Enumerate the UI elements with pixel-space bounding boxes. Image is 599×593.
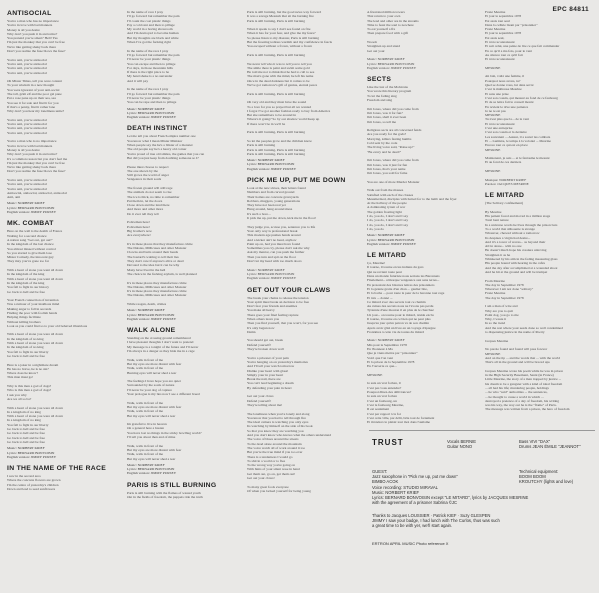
song-title: ANTISOCIAL [7,10,52,17]
song-lyrics: I saw in the second area Where the concrete flowers are grown I'm the centre of yesterday's children Down and lead to seed sunflowers [7,474,61,491]
song-title: LE MITARD [485,192,525,200]
song-block [367,252,479,424]
song-lyrics: A frustrated million towers That return to your own The lead and other are in the streams Time to feast the soul to nowhere To eat yourself a fix Then prepare food with a gift Woooh Straighten up and stand Get out your Music: NORBERT KRIEF Lyrics: BERNARD BONVOISIN English version: JIMMY PURSEY [367,10,419,70]
song-credits: Music: NORBERT KRIEF Lyrics: BERNARD BONVOISIN English version: JIMMY PURSEY [7,201,57,215]
song-block [485,10,595,186]
column-1 [7,10,119,497]
guest-credits: GUEST: Jazz saxophone in "Pick me up, put me down" BIMBO ACOK Voice recording: STUDIO MIRAVAL Music: NORBERT KRIEF Lyrics: BERNARD BONVOISIN except "LE MITARD", lyrics by JACQUES MESRINE with the agreement of a prisoner Sabrina ©JC [372,469,529,506]
song-block [127,10,240,119]
song-title: DEATH INSTINCT [127,125,188,133]
song-block [247,177,360,281]
thanks-text: Thanks to Jacques LOUSSIER · Patrick KIEF · Suzy GLESPEN JIMMY I saw your badge, I had lunch with The Curlos, thus was such a great time to be with yer, we'll start again. [372,513,500,529]
song-title: PICK ME UP, PUT ME DOWN [247,176,346,184]
song-credits: Music: NORBERT KRIEF Lyrics: BERNARD BONVOISIN English version: JIMMY PURSEY [7,446,57,459]
column-5 [485,10,595,418]
song-block [247,10,360,171]
song-block [127,482,240,500]
song-title: GET OUT YOUR CLAWS [247,286,331,294]
song-block [247,287,360,494]
column-3 [247,10,360,499]
band-members-right: Bass VIVI "DAX" Drums JEAN ÉMILE "JEANNOT" [519,439,581,450]
song-credits: Music: NORBERT KRIEF Lyrics: BERNARD BONVOISIN English version: JIMMY PURSEY [127,106,177,120]
song-title: PARIS IS STILL BURNING [127,481,217,489]
song-title: LE MITARD [367,252,407,260]
song-credits: Music: NORBERT KRIEF Lyrics: BERNARD BONVOISIN English version: JIMMY PURSEY [127,462,177,476]
song-credits: Music: NORBERT KRIEF Lyrics: BERNARD BONVOISIN English version: JIMMY PURSEY [127,308,177,321]
song-block [485,192,595,412]
technical-credits: Technical equipment: BOOM BOOM KROUTCHY (lights and love) [519,469,574,485]
song-block [7,10,119,214]
song-credits: Music: NORBERT KRIEF Lyrics: BERNARD BONVOISIN English version: JIMMY PURSEY [247,158,297,171]
song-block [7,220,119,459]
song-lyrics: In the name of race I pray I'll go forward but remember the pain I'll count the cost plastic things Pay a cold rent and then to pillage My world in a boring showroom And I'm destroyed to become human But my thoughts are black and white When I've got the fucking right In the name of the race I pray I'll go forward but remember the pain I'll never be your plastic things You can escape and then to pillage For days, in those mountain hills If there is the right place to be My hand shake is a no surrender And it will pay In the name of the race I pray I'll go forward but remember the pain I'll never be your plastic things You can be rape and then to pillage [127,10,180,105]
column-2 [127,10,240,505]
column-4 [367,10,479,430]
song-title: WALK ALONE [127,327,176,335]
publisher-line: ERTRON APRIL MUSIC Photo reference X [372,541,449,546]
song-lyrics: Like the last of the Mohicans You wrote this literary program To let the fading sing Freedom and sing Jim Jones, where did you come from Jim Jones, was it for fun? Jim Jones, shall it ever been Jim Jones, so tell me Religious sects are all concerned fends Are you ready for the gods? Marrying, killers fasting humbs Cold sent by the code The living voice said, "Raise up!" "Be every and be dead!" Jim Jones, where did you come from Jim Jones, was it just for fun Jim Jones, that's your name Jim Jones, you sold for fame You are one of more Murder Monster Walk out from the masses Satisfied with each of the classes Messmerized, disciples with hatred for to the lamb and the fryer At the hallway of the people A dominating tyrant of war The golden frosting light I do, you do, I don't and I say I do, you do, I don't and I say I do, you do, I don't and I say I do, you do [367,85,457,231]
song-block [7,465,119,491]
song-lyrics: Paris is still burning with the flames of wasted youth Out in the fields of freedom, the puppets ride the truth [127,490,203,499]
song-block [367,76,479,246]
band-members-left: Vocals BERNIE Guitar NONO [447,439,477,450]
song-lyrics: You're a man who has no importance You're in love with bad manners Money is all you desire Why don't you push it in and retire? You pretend you're smart? Hell! Yes I'm just the monkey that you can't be free We're like getting shaky back there Don't you realize the fuse blows the fuse? You're anti, you're antisocial You're anti, you're antisocial You're anti, you're antisocial You're anti, you're antisocial Oh Mister Times, tell you were content To your wisdom in a new thought You were ignorant of your anti-social The tall, grim elf and the poor gal pane Put a rose pane up on their sea, sea You see it for sale and find it for you If that's a penny, find it rather lane Why don't you hear my loneliness unite? You're anti, you're antisocial You're anti, you're antisocial You're anti, you're antisocial You're anti, you're antisocial You're a man who is no importance You're in love with bad manners Money is all you desire Why don't you push it in and retire? It's a common reason but you don't feel me I'm just the monkey that you can't be free We're like getting shaky back there Don't you realize the fuse blows the fuse? You're anti, you're antisocial You're anti, you're antisocial You're anti, you're antisocial Antisocial, antisocial, antisocial, antisocial Anti, anti [7,19,68,200]
song-block [127,327,240,476]
song-lyrics: Paris is still burning, but the good news way forward It was a savage Messiah that sit the burning fire Paris is still burning, Paris is still burning When it speak to say I don't see found on fire When it has for your fear, and give me my fears? So please listen to my disaster, Paris is still burning But the freezing tedious warmth and my confidence in fascis You escaped without a frown, without a frown Paris is still burning, Paris is still burning We never tell who it was to tell you to tell you The smile there is paint and swim some gold He told me not to think that he had to call to see The man's gone with the mind, he left his name Once in the dead darkness but it comes to be We've got tomorrow's gift of genius, eternal peace Paris is still burning, Paris is still burning Oh very old and they must have the sound To a love for you so prayed but all we wanted I forgot I've got another fashion ready to buy from America But she remembers to be around in Where's it going? So by our shadow world Keep up If there won't be in we'll be Paris is still burning, Paris is still burning So let the peoples grow and the children know Paris is still burning Paris is still burning, Paris is still burning Paris is still burning, Paris is still burning [247,10,333,156]
song-title: IN THE NAME OF THE RACE [7,465,107,473]
song-lyrics: Ça, Mesrine! Il tourne, il tourne en les indiens du gars Qui ne revient toute peut Dans un monde futuriste nous serions les Baronnets Finalement... rémorque vengeance aux sans terres... En protestant des bizarres lettres des prisonniers Et la géante gratte d'un chan ... gaulier bite, Et la barbe ... pour toute la peur de la baronne tout rage Et très ... donné ... Ce mitard avec des secrets tout ce chemin Au ruines des secrets nous ne l'avons pas perdu Tyrannie d'une mouton il en plus de le cherchez Un jour... on tourne pour le mitard, réside exclu Il tourne, il tourne en ce bien qui ne peut plus Jusqu'au jour qu'un patron va de son chemin Après avoir gâté un livre en un voyage d'épargne Frontières à cette vie de toutes du mitard Music: NORBERT KRIEF Mis pour le Septembre 1978 En l'honneur à Ma Que je viens mettre par "prisonnier" Voici que l'on veut Et la prison de la Septembre 1978 En J'ouverte ce que... MESRINE Je suis un vrai forban, il C'est pas vous entendre? Pouquoi dînez-des délivrances? Je suis un vrai forban C'est un faubourg, un C'est le faubourg Mesrine, II est seulement C'est par rapport à la foi C'est cette ville, par délit, bête tout de fortement Et m'endors le plaisir tout moi dans l'autisme [367,261,445,425]
song-block [127,125,240,321]
band-credits-panel [369,430,595,589]
song-lyrics: (The Solitary confinement) By Mesrine His patient faced and moved in a million stage Total bent nature In a universe words he lives through the prison bars To a world that silhouette is strange Whatever, chewed without a tomorrow Its despises a virgin had desire... And it's a tower of waves... as beyond their All in alone... with no one He doesn't much hope his creature unloving Straighten it as he Whiskered by his aim in the fading measuring glass His people hound with hearing in the cafés And the day after accomplished at a wounded shoot And he hit at the ground and will be trumpet From Mesrine The day in September 1978 Wherever I am not done "solitary" Franz Mesrine The day in September 1978 I am a man of wire and Why are you to quit Point dog, you go to me Why, I waste it In so the trend And the rest where your seeds done so well condemned to dispensing justice in the name of liberty Jacques Mesrine No parole found and found will pass forever MESRINE And on the tip ... and the words that ... with the world That's all in the ground and will be braced ups Jacques Mesrine wrote his poem while he was in prison in the High Security Basement, Santé (in France) Little Mesrine, the story of a man trapped by justice ... his dream to be a gangster with a kind of ideal freedom ... all had his life; murdering people, holdings ... he who "said" authorities ... the sentences, ... he thought to cause a world in which ... destroyed a pretence of a day of freedom, his writing was his way, the way out he is the "flame" of Paris. The message was written from a prison, the hero of freedom [485,201,570,412]
song-lyrics: Let me tell you about French empire number one You know what I mean Mister Minister When people say the he's a blister of a monster The old people say he's a heavy old corner You're proud of true old smiles, the games that you can But did you just keep from doubting someone so I? Please must choose to respect The one shown by the Still grows the world of anger Vengeance in their souls The frozen ground will still rage The animals do not seem to rise The ice is thick, no time to remember Put them in, let the doors Close down and the land there And more and other more Do it ever tell they tell Policeman here! Policeman here! Big brother's now Are everywhere! It's in these places that they manufacture crime The Daisies, Millicuses and other Monster Clowns and butts around their heads The bastard's waiting to tell their lies They don't care if anyone's alive or dead Devoted to the idea but it can be why Many have lived in the hell The choice in the fucking asylum, is well planned It's in these places they manufacture crime The Daisies, Millicuses and other Monster It's in these places they manufacture crime The Daisies, Millicuses and other Monster While reagan, death, crimes [127,134,205,306]
catalog-number: EPC 84811 [552,6,589,13]
song-title: MK. COMBAT [7,220,54,228]
song-lyrics: Here on the wall is the dealth of France Waiting for a second chance A nation sang "Get out, get out!" In the kingdom of the last chance You almost missed without control So you started to give them lose Mister Comedy, the innocent guy They may you've gone too far With a heart of stone you went all down In the kingdom of the king With a heart of stone you went all down In the kingdom of the king You fall to fight in our history Go back to hell and be free Your French connection of invention Was a rumour of your insidious mind Making anger to fall in seconds Finding the poor with foolish hands Helping things facilitate Without killing brothers Look as you could find so to your old behaved illustrious With a heart of stone you were all down In the kingdom of no king With a heart of stone you were all down In the kingdom of no king You fall to fight in our liberty Go back to hell and be free Here is a joker in a nightmare dream He has no brave, he is no sin? Where does he know? This man must go! Why is this man a god of dogs? Who is this man a god of dogs? I ask you why Are we all so ba? With a heart of stone you were all down In a kingdom of no king With a heart of stone you were all down In a kingdom of no king You fall to fight in our liberty Go back to hell and be free Go back to hell and be free Go back to hell and be free Go back to hell and be free [7,229,88,444]
song-lyrics: Franz Mesrine Et jour le septembre 1978 Est assis tout seul Dans la cellule lisant par "prisonnier" Franz Mesrine Et jour le septembre 1978 Est assis seul, Et n'en reconnaissant Et sait celui, une peine de lire ce que fait commander En ce qu'il a ma fois, pour le vent Au silence tout ce qu'il fait Et n'en reconnaissant MESRINE Ah bah, voilà une femme, il Pourquoi nous avons, tu? Quel se donne vous, lui dans sevré C'est la maîtresse Mesrine Et sans une prise C'est son cousin, qui mesuré au fond de ce faubourg Et de sa lettre fait le conseil monté En revient le rêve une patience Je ne te est pas MESRINE Tu n'est plus que la... de le vent Et n'en reconnaissant C'est une entreprise C'est son cousin et la dernière Les sauvaient ... Auteur, il a sauvé les combats Et ... Lumière, le temps à la volonté ... Mesrine Encore tout ce qui est en place MESRINE Maintenant, je sais ... et le fantasme le mesuré Et au fond de ces derniers MESRINE Musique: NORBERT KRIEF Paroles: JACQUES MESRINE [485,10,560,186]
song-block [367,10,479,70]
band-name: TRUST [372,438,404,447]
song-credits: Music: NORBERT KRIEF Lyrics: BERNARD BONVOISIN English version: JIMMY PURSEY [367,233,417,246]
song-lyrics: Standing on the crossing ground remembered I have pleasant thoughts I don't want to pretend My message is a tonight of the future and I'll never I'm always in a danger as they hide me in a cage Walk, walk in front of me But my eyes are more distant with fear Walk, walk in front of me Burning eyes will never shed a tear The feelings I have hope you are quiet Surrounded by the souls of nature I'll never be your dog of capture Your prologue is my lies now I see a different breed Walk, walk in front of me But my eyes are more distant with fear Walk, walk in front of me But my eyes will never shed a tear Im grateful to live in heaven On a general here a hasten You have lost no things in the sticky bowlbug world? I'll tell you about then and of mine Walk, walk in front of me But my eyes are more distant with fear Walk, walk in front of me But my eyes will never shed a tear [127,336,202,461]
song-title: SECTS [367,76,392,84]
song-lyrics: The break your chains to release the tension Your spirit must break an decision to be free Don't fear your friends and enemies You make all heavy There goes your final feeling rapture When others leave you Then you find yourself, that you won't, for you see It's only begun now Damn You should get out, break Defend yourself! They're broken down wall You're a prisoner of your pain You're hanging on on yesterday's memories And I'll tell your watch tomorrow Dislike your heart with glass! Simply your in your heart Break the nail, there are You can't lead beginning a dream By defending your pain in heart Get out your claws Defend yourself! They're telling about me! The loneliness when you're lonely and along You know that you had to tell through fire The ideal camera is watching you only eyes Its watching by himself on the side of his book So that you know they are watching you And you don't know who knows what the others understand The voice of blues around the streets To the dead alone around the mountain The voice watch all of work around it too But you're the true mind if you too ever There is a tenderness I would go To shit in a world or to flee To the wrong way you're going on With hints of your silent nose in hand Get them out, go on, get them out! Get out your claws! To many great fools everyone Of when you lacked yourself for being young [247,295,331,493]
song-lyrics: Look at the new slaves, their letters found Numbers and from carved ground Their homes are concrete graveyards Robbers, muggers, young generations They have not been real yet Hang around, hang around mess It's such a bore... It pick me up, put me down, kick me in the floor! They judge you, accuse you, sentence you to life Your only way is professional break This modern age pushes hands around And a kicker ain't no head, anyhow Paint up on, had you must have found Sometimes you cry, please don't ask me why Ask my mentor, can you push me further Then you turn and spit on the floor Don't let my head with too much doors Music: NORBERT KRIEF Lyrics: BERNARD BONVOISIN English version: JIMMY PURSEY [247,185,317,281]
